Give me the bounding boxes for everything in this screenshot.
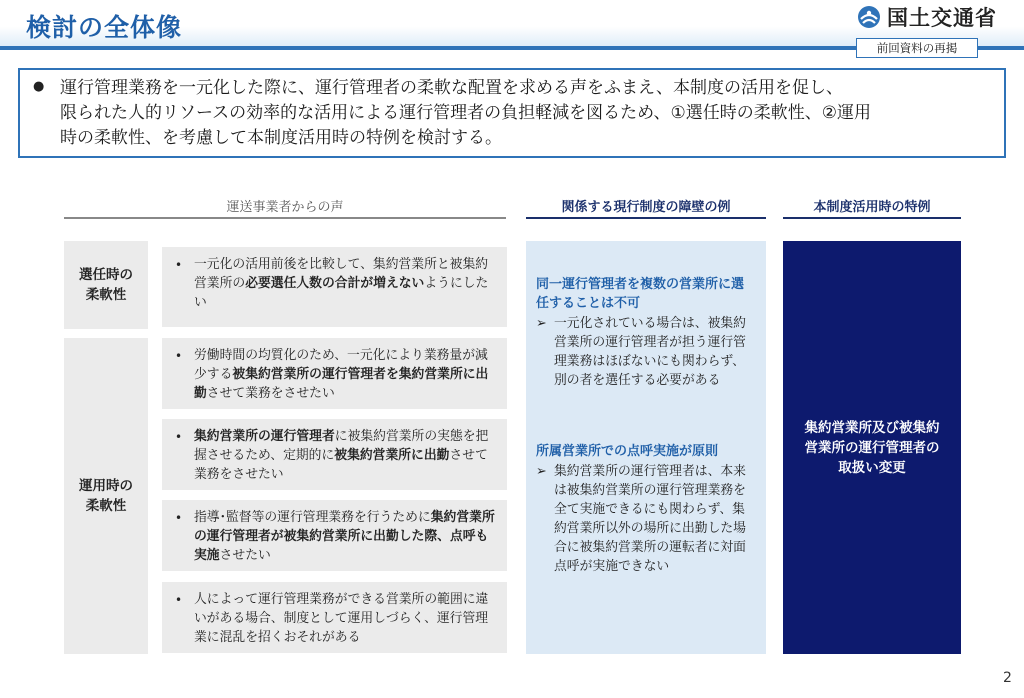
category-operation (64, 338, 148, 654)
barrier-heading-2: 所属営業所での点呼実施が原則 (536, 444, 719, 459)
voice-item (162, 338, 507, 409)
logo-text: 国土交通省 (887, 6, 997, 30)
summary-line-2: 限られた人的リソースの効率的な活用による運行管理者の負担軽減を図るため、①選任時の柔軟性、②運用 (60, 103, 871, 123)
voice-emphasis: 被集約営業所の運行管理者を集約営業所に出勤 (194, 367, 489, 401)
barrier-text-2: 集約営業所の運行管理者は、本来は被集約営業所の運行管理業務を全て実施できるにも関わらず、集約営業所以外の場所に出勤した場合に被集約営業所の運転者に対面点呼が実施できない (554, 464, 746, 574)
voice-item (162, 500, 507, 571)
voice-item (162, 419, 507, 490)
summary-line-1: 運行管理業務を一元化した際に、運行管理者の柔軟な配置を求める声をふまえ、本制度の活用を促し、 (60, 78, 844, 98)
category-selection (64, 241, 148, 329)
voice-segment: させたい (219, 548, 271, 563)
voice-text (194, 255, 497, 312)
arrow-bullet-icon: ➢ (536, 316, 547, 331)
voice-segment: 労働時間の均質化のため、一元化により業務量が減少する (194, 348, 488, 382)
column-header-barrier: 関係する現行制度の障壁の例 (526, 193, 766, 219)
mlit-logo-icon (857, 5, 881, 29)
voice-segment: させて業務をさせたい (194, 448, 488, 482)
voice-segment: に被集約営業所の実態を把握させるため、定期的に (194, 429, 489, 463)
spacer (536, 390, 756, 442)
voice-text (194, 590, 497, 647)
barrier-heading-1: 同一運行管理者を複数の営業所に選任することは不可 (536, 277, 745, 311)
barrier-item-2 (536, 462, 756, 576)
summary-box (18, 68, 1006, 158)
bullet-dot: • (175, 430, 183, 444)
special-measure-box (783, 241, 961, 654)
bullet-dot: • (175, 593, 183, 607)
barrier-item-1 (536, 314, 756, 390)
arrow-bullet-icon: ➢ (536, 464, 547, 479)
voice-emphasis: 集約営業所の運行管理者が被集約営業所に出勤した際、点呼も実施 (194, 510, 495, 563)
special-line-2: 営業所の運行管理者の (804, 439, 940, 456)
special-line-1: 集約営業所及び被集約 (804, 419, 940, 436)
voice-emphasis: 被集約営業所に出勤 (334, 448, 450, 463)
barrier-box (526, 241, 766, 654)
voice-segment: させて業務をさせたい (206, 386, 335, 401)
voice-emphasis: 必要選任人数の合計が増えない (245, 276, 425, 291)
voice-item (162, 247, 507, 327)
voice-segment: 一元化の活用前後を比較して、集約営業所と被集約営業所の (194, 257, 489, 291)
category-selection-line-2: 柔軟性 (85, 287, 127, 303)
column-header-special: 本制度活用時の特例 (783, 193, 961, 219)
voice-segment: 人によって運行管理業務ができる営業所の範囲に違いがある場合、制度として運用しづらく、運行管理業に混乱を招くおそれがある (194, 592, 489, 645)
column-header-voices: 運送事業者からの声 (64, 193, 506, 219)
summary-line-3: 時の柔軟性、を考慮して本制度活用時の特例を検討する。 (60, 128, 502, 148)
summary-bullet: ● (33, 79, 45, 94)
voice-segment: ようにしたい (194, 276, 489, 310)
page-title: 検討の全体像 (26, 13, 183, 42)
voice-emphasis: 集約営業所の運行管理者 (194, 429, 335, 444)
page-number: 2 (1003, 670, 1012, 686)
category-selection-line-1: 選任時の (79, 267, 133, 283)
voice-text (194, 346, 497, 403)
bullet-dot: • (175, 349, 183, 363)
ministry-logo (857, 2, 997, 32)
category-operation-line-2: 柔軟性 (85, 498, 127, 514)
voice-text (194, 508, 497, 565)
barrier-text-1: 一元化されている場合は、被集約営業所の運行管理者が担う運行管理業務はほぼないにも関わらず、別の者を選任する必要がある (554, 316, 746, 388)
category-operation-line-1: 運用時の (79, 478, 133, 494)
bullet-dot: • (175, 511, 183, 525)
special-line-3: 取扱い変更 (838, 459, 906, 476)
voice-text (194, 427, 497, 484)
voice-item (162, 582, 507, 653)
reuse-badge: 前回資料の再掲 (856, 38, 978, 58)
bullet-dot: • (175, 258, 183, 272)
voice-segment: 指導･監督等の運行管理業務を行うために (194, 510, 431, 525)
